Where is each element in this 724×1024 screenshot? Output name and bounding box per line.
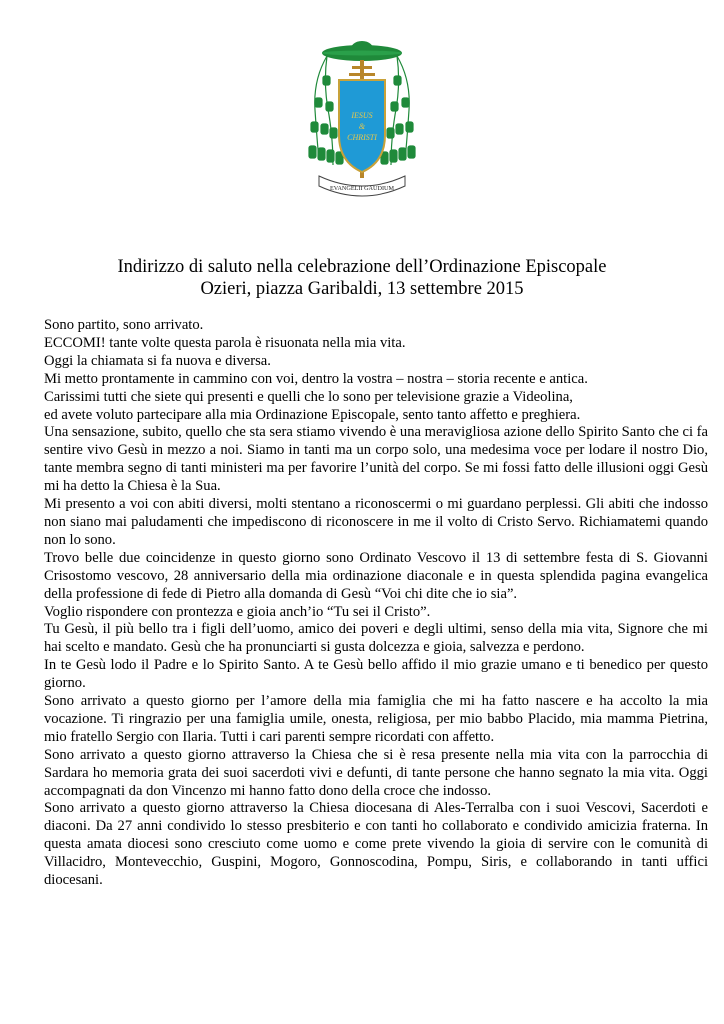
paragraph: Una sensazione, subito, quello che sta sera stiamo vivendo è una meravigliosa azione dello Spirito Santo che ci fa sentire vivo Gesù in mezzo a noi. Siamo in tanti ma un corpo solo, una medesima voce per lodare il nostro Dio, tante membra segno di tanti ministeri ma per favorire l’unità del corpo. Se mi fossi fatto delle illusioni oggi Gesù mi ha detto la Chiesa è la Sua. [44, 424, 708, 495]
episcopal-coat-of-arms [305, 40, 419, 200]
galero-hat-icon [322, 41, 402, 61]
paragraph: Sono arrivato a questo giorno attraverso la Chiesa diocesana di Ales-Terralba con i suoi Vescovi, Sacerdoti e diaconi. Da 27 anni condivido lo stesso presbiterio e con tanti ho collaborato e condivido amicizia fraterna. In questa amata diocesi sono cresciuto come uomo e come prete vivendo la gioia di servire con le comunità di Villacidro, Montevecchio, Guspini, Mogoro, Gonnoscodina, Pompu, Siris, e collaborando in tanti uffici diocesani. [44, 800, 708, 889]
paragraph: Oggi la chiamata si fa nuova e diversa. [44, 352, 271, 369]
shield-text-3: CHRISTI [347, 133, 377, 142]
paragraph: ECCOMI! tante volte questa parola è risuonata nella mia vita. [44, 334, 406, 351]
paragraph: Mi metto prontamente in cammino con voi, dentro la vostra – nostra – storia recente e antica. [44, 370, 588, 387]
tassels-right-icon [381, 56, 415, 165]
paragraph: Tu Gesù, il più bello tra i figli dell’uomo, amico dei poveri e degli ultimi, senso della mia vita, Signore che mi hai scelto e mandato. Gesù che ha pronunciarti si gusta dolcezza e gioia, salvezza e perdono. [44, 621, 708, 656]
document-title-line2: Ozieri, piazza Garibaldi, 13 settembre 2015 [200, 279, 524, 299]
paragraph: Voglio rispondere con prontezza e gioia anch’io “Tu sei il Cristo”. [44, 603, 431, 620]
document-title-line1: Indirizzo di saluto nella celebrazione dell’Ordinazione Episcopale [117, 257, 607, 277]
paragraph: Trovo belle due coincidenze in questo giorno sono Ordinato Vescovo il 13 di settembre festa di S. Giovanni Crisostomo vescovo, 28 anniversario della mia ordinazione diaconale e in questa splendida pagina evangelica della professione di fede di Pietro alla domanda di Gesù “Voi chi dite che io sia”. [44, 549, 708, 602]
paragraph: Sono partito, sono arrivato. [44, 317, 204, 333]
shield-icon [339, 80, 385, 172]
paragraph: Sono arrivato a questo giorno attraverso la Chiesa che si è resa presente nella mia vita con la parrocchia di Sardara ho memoria grata dei suoi sacerdoti vivi e defunti, di tante persone che hanno segnato la mia vita. Oggi accompagnati da don Vincenzo mi hanno fatto dono della croce che indosso. [44, 746, 708, 799]
paragraph: In te Gesù lodo il Padre e lo Spirito Santo. A te Gesù bello affido il mio grazie umano e ti benedico per questo giorno. [44, 657, 708, 692]
motto-text: EVANGELII GAUDIUM [330, 185, 394, 192]
paragraph: ed avete voluto partecipare alla mia Ordinazione Episcopale, sento tanto affetto e preghiera. [44, 406, 581, 423]
shield-text-1: IESUS [351, 111, 373, 120]
motto-scroll [319, 176, 405, 196]
paragraph: Sono arrivato a questo giorno per l’amore della mia famiglia che mi ha fatto nascere e ha accolto la mia vocazione. Ti ringrazio per una famiglia umile, onesta, religiosa, per mio babbo Placido, mia mamma Pietrina, mio fratello Sergio con Ilaria. Tutti i cari parenti sempre ricordati con affetto. [44, 693, 708, 745]
paragraph: Mi presento a voi con abiti diversi, molti stentano a riconoscermi o mi guardano perplessi. Gli abiti che indosso non siano mai paludamenti che impediscono di riconoscere in me il volto di Cristo Servo. Richiamatemi quando non lo sono. [44, 496, 708, 548]
shield-text-2: & [358, 122, 366, 131]
document-body [44, 317, 708, 890]
paragraph: Carissimi tutti che siete qui presenti e quelli che lo sono per televisione grazie a Videolina, [44, 388, 573, 405]
tassels-left-icon [309, 56, 343, 165]
